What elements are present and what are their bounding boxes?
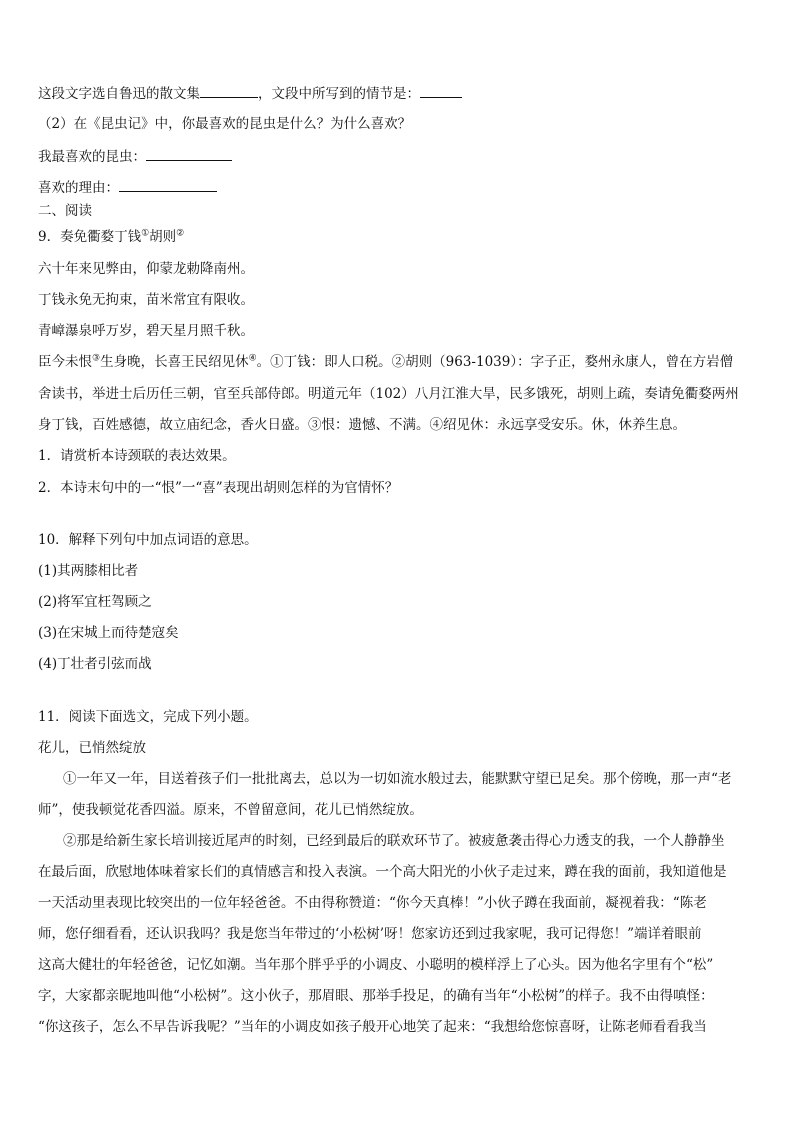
question-item: (2)将军宜枉驾顾之 [38, 594, 152, 610]
article-paragraph-line: 一天活动里表现比较突出的一位年轻爸爸。不由得称赞道：“你今天真棒！”小伙子蹲在我面前，凝视着我：“陈老 [38, 895, 707, 911]
poem-line-with-notes [38, 353, 733, 371]
answer-label: 喜欢的理由： [38, 180, 119, 196]
footnote-text: 舍读书，举进士后历任三朝，官至兵部侍郎。明道元年（102）八月江淮大旱，民多饿死，胡则上疏，奏请免衢婺两州 [38, 386, 739, 402]
article-paragraph-line: 师，您仔细看看，还认识我吗？我是您当年带过的‘小松树’呀！您家访还到过我家呢，我可记得您！”端详着眼前 [38, 926, 702, 942]
article-paragraph-line: 字，大家都亲昵地叫他“小松树”。这小伙子，那眉眼、那举手投足，的确有当年“小松树”的样子。我不由得嗔怪： [38, 988, 714, 1004]
question-text: 这段文字选自鲁迅的散文集 [38, 86, 200, 102]
question-line: 1．请赏析本诗颈联的表达效果。 [38, 448, 236, 464]
section-heading: 二、阅读 [38, 203, 92, 219]
question-line: （2）在《昆虫记》中，你最喜欢的昆虫是什么？为什么喜欢？ [38, 116, 412, 132]
footnote-text: 。①丁钱：即人口税。②胡则（963-1039）：字子正，婺州永康人，曾在方岩僧 [256, 354, 734, 370]
article-paragraph-line: 这高大健壮的年轻爸爸，记忆如潮。当年那个胖乎乎的小调皮、小聪明的模样浮上了心头。因为他名字里有个“松” [38, 957, 714, 973]
question-line: 2．本诗末句中的一“恨”一“喜”表现出胡则怎样的为官情怀？ [38, 480, 399, 496]
question-item: (3)在宋城上而待楚寇矣 [38, 625, 179, 641]
answer-line [38, 146, 232, 166]
article-title: 花儿，已悄然绽放 [38, 740, 146, 756]
poem-title-text: 9．奏免衢婺丁钱 [38, 229, 142, 245]
question-heading: 10．解释下列句中加点词语的意思。 [38, 532, 258, 548]
footnote-mark: ① [141, 228, 150, 239]
poem-text: 臣今未恨 [38, 354, 92, 370]
article-paragraph-line: “你这孩子，怎么不早告诉我呢？”当年的小调皮如孩子般开心地笑了起来：“我想给您惊喜呀，让陈老师看看我当 [38, 1019, 707, 1035]
question-item: (4)丁壮者引弦而战 [38, 656, 152, 672]
footnote-text: 身丁钱，百姓感德，故立庙纪念，香火日盛。③恨：遗憾、不满。④绍见休：永远享受安乐。休，休养生息。 [38, 417, 686, 433]
answer-label: 我最喜欢的昆虫： [38, 149, 146, 165]
poem-text: 生身晚，长喜王民绍见休 [100, 354, 249, 370]
article-paragraph-line: 在最后面，欣慰地体味着家长们的真情感言和投入表演。一个高大阳光的小伙子走过来，蹲在我的面前，我知道他是 [38, 864, 727, 880]
answer-line [38, 177, 217, 197]
poem-line: 青嶂瀑泉呼万岁，碧天星月照千秋。 [38, 323, 254, 339]
article-paragraph-line: ①一年又一年，目送着孩子们一批批离去，总以为一切如流水般过去，能默默守望已足矣。那个傍晚，那一声“老 [63, 771, 732, 787]
question-heading: 11．阅读下面选文，完成下列小题。 [38, 709, 258, 725]
footnote-mark: ④ [248, 353, 257, 364]
answer-blank[interactable] [146, 146, 232, 161]
question-line [38, 83, 462, 103]
poem-line: 丁钱永免无拘束，苗米常宜有限收。 [38, 292, 254, 308]
article-paragraph-line: ②那是给新生家长培训接近尾声的时刻，已经到最后的联欢环节了。被疲惫袭击得心力透支的我，一个人静静坐 [63, 833, 725, 849]
poem-author: 胡则 [149, 229, 177, 245]
footnote-mark: ② [176, 228, 185, 239]
poem-title [38, 228, 184, 246]
footnote-mark: ③ [92, 353, 101, 364]
question-item: (1)其两膝相比者 [38, 563, 139, 579]
poem-line: 六十年来见弊由，仰蒙龙勅降南州。 [38, 261, 254, 277]
answer-blank[interactable] [200, 83, 258, 98]
article-paragraph-line: 师”，使我顿觉花香四溢。原来，不曾留意间，花儿已悄然绽放。 [38, 802, 423, 818]
answer-blank[interactable] [119, 177, 217, 192]
answer-blank[interactable] [420, 83, 462, 98]
question-text: ，文段中所写到的情节是： [258, 86, 420, 102]
